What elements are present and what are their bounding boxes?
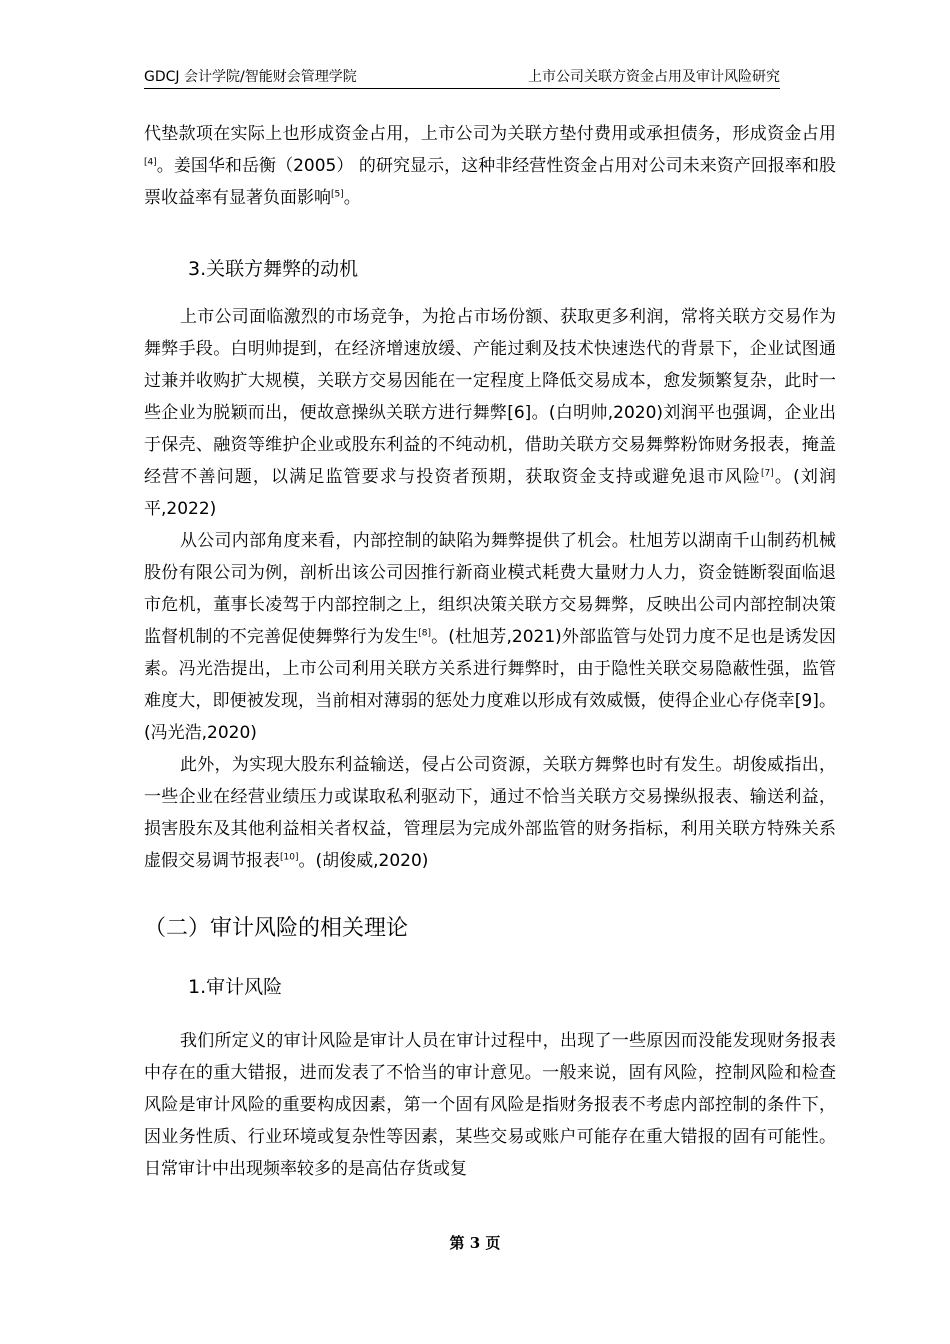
- paragraph-1: [144, 118, 836, 214]
- paragraph-2: [144, 301, 836, 525]
- citation-5: [5]: [331, 189, 344, 200]
- page-number: 第 3 页: [449, 1234, 501, 1252]
- header-right-text: 上市公司关联方资金占用及审计风险研究: [528, 69, 780, 85]
- citation-10: [10]: [280, 852, 299, 863]
- paragraph-4-text-a: 此外，为实现大股东利益输送，侵占公司资源，关联方舞弊也时有发生。胡俊威指出，一些企业在经营业绩压力或谋取私利驱动下，通过不恰当关联方交易操纵报表、输送利益，损害股东及其他利益相关者权益，管理层为完成外部监管的财务指标，利用关联方特殊关系虚假交易调节报表: [144, 755, 836, 871]
- paragraph-3-text-a: 从公司内部角度来看，内部控制的缺陷为舞弊提供了机会。杜旭芳以湖南千山制药机械股份有限公司为例，剖析出该公司因推行新商业模式耗费大量财力人力，资金链断裂面临退市危机，董事长凌驾于内部控制之上，组织决策关联方交易舞弊，反映出公司内部控制决策监督机制的不完善促使舞弊行为发生: [144, 531, 836, 647]
- citation-4: [4]: [144, 157, 157, 168]
- paragraph-4-text-b: 。(胡俊威,2020): [298, 851, 429, 871]
- paragraph-1-text-b: 。姜国华和岳衡（2005） 的研究显示，这种非经营性资金占用对公司未来资产回报率和股票收益率有显著负面影响: [144, 156, 836, 208]
- header-left-text: GDCJ 会计学院/智能财会管理学院: [144, 69, 357, 85]
- page-header: [144, 66, 780, 89]
- section-heading-audit-risk-theory: （二）审计风险的相关理论: [144, 916, 409, 941]
- paragraph-3: [144, 525, 836, 749]
- paragraph-3-text-b: 。(杜旭芳,2021)外部监管与处罚力度不足也是诱发因素。冯光浩提出，上市公司利用关联方关系进行舞弊时，由于隐性关联交易隐蔽性强，监管难度大，即便被发现，当前相对薄弱的惩处力度难以形成有效威慑，使得企业心存侥幸[9]。(冯光浩,2020): [144, 627, 837, 743]
- paragraph-4: [144, 749, 836, 877]
- subheading-audit-risk: 1.审计风险: [188, 976, 283, 998]
- paragraph-1-text-c: 。: [343, 188, 361, 208]
- paragraph-2-text-a: 上市公司面临激烈的市场竞争，为抢占市场份额、获取更多利润，常将关联方交易作为舞弊手段。白明帅提到，在经济增速放缓、产能过剩及技术快速迭代的背景下，企业试图通过兼并收购扩大规模，关联方交易因能在一定程度上降低交易成本，愈发频繁复杂，此时一些企业为脱颖而出，便故意操纵关联方进行舞弊[6]。(白明帅,2020)刘润平也强调，企业出于保壳、融资等维护企业或股东利益的不纯动机，借助关联方交易舞弊粉饰财务报表，掩盖经营不善问题，以满足监管要求与投资者预期，获取资金支持或避免退市风险: [144, 307, 836, 487]
- citation-8: [8]: [418, 628, 431, 639]
- paragraph-5: 我们所定义的审计风险是审计人员在审计过程中，出现了一些原因而没能发现财务报表中存在的重大错报，进而发表了不恰当的审计意见。一般来说，固有风险，控制风险和检查风险是审计风险的重要构成因素，第一个固有风险是指财务报表不考虑内部控制的条件下，因业务性质、行业环境或复杂性等因素，某些交易或账户可能存在重大错报的固有可能性。日常审计中出现频率较多的是高估存货或复: [144, 1031, 836, 1179]
- paragraph-1-text-a: 代垫款项在实际上也形成资金占用，上市公司为关联方垫付费用或承担债务，形成资金占用: [144, 124, 836, 144]
- page-body: [144, 118, 836, 1185]
- paragraph-2-text-b: 。(刘润平,2022): [144, 467, 837, 519]
- citation-7: [7]: [761, 468, 774, 479]
- subheading-motives: 3.关联方舞弊的动机: [188, 258, 359, 280]
